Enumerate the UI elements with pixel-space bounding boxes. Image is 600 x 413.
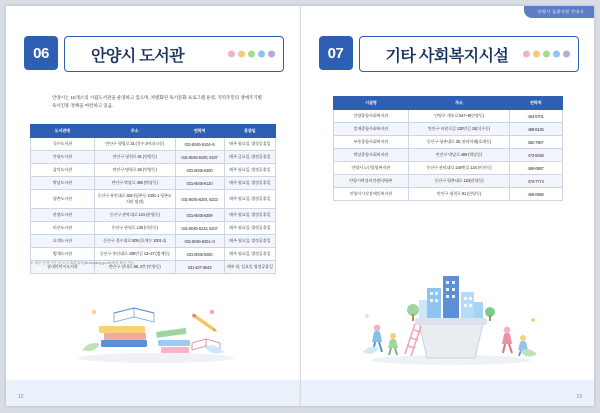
dot-2 (238, 51, 245, 58)
table-row (333, 110, 562, 123)
library-col-phone: 연락처 (175, 125, 224, 138)
welfare-cell-0: 박달종합사회복지관 (333, 149, 409, 162)
library-col-closed: 휴관일 (224, 125, 275, 138)
library-cell-2: 031-8045-6201~3 (175, 235, 224, 248)
welfare-cell-0: 안양시노인종합복지관 (333, 162, 409, 175)
left-illustration (6, 262, 300, 372)
welfare-cell-0: 부흥종합사회복지관 (333, 136, 409, 149)
library-cell-0: 삼덕도서관 (31, 164, 95, 177)
person-left-2 (388, 333, 398, 355)
dot-4 (258, 51, 265, 58)
library-cell-0: 장내어린이도서관 (31, 261, 95, 274)
table-row (31, 151, 276, 164)
library-cell-3: 매주 월요일, 법정공휴일 (224, 177, 275, 190)
table-row (31, 209, 276, 222)
library-cell-2: 031-8045-6300 (175, 164, 224, 177)
right-page (301, 6, 595, 406)
welfare-cell-0: 안양종합사회복지관 (333, 110, 409, 123)
library-cell-2: 031-8045-6243, 6237 (175, 222, 224, 235)
left-section-title: 안양시 도서관 (91, 47, 184, 65)
right-section-number: 07 (319, 36, 353, 70)
table-row (31, 248, 276, 261)
library-cell-3: 매주 월요일, 법정공휴일 (224, 222, 275, 235)
welfare-cell-1: 만안구 박달로 459 (박달동) (409, 149, 510, 162)
library-cell-3: 매주 월요일, 법정공휴일 (224, 248, 275, 261)
library-cell-1: 만안구 박달로 459 (박달동) (94, 177, 175, 190)
welfare-col-address: 주소 (409, 97, 510, 110)
table-row (31, 222, 276, 235)
welfare-cell-0: 안양시여성비전센터/평촌 (333, 175, 409, 188)
library-cell-0: 박달도서관 (31, 177, 95, 190)
welfare-table-header-row (333, 97, 562, 110)
left-footnote: ※ 세부 운영시간 및 도서 휴관일자(lib.anyang.go.kr)에서 확인 가능 (30, 261, 135, 265)
left-page-number: 12 (18, 394, 24, 400)
right-section-header (319, 36, 577, 70)
table-row (333, 162, 562, 175)
running-header: 안양시 돌봄지원 안내서 (524, 6, 594, 18)
library-cell-0: 평촌도서관 (31, 190, 95, 209)
right-bottom-band (301, 380, 595, 406)
library-col-name: 도서관명 (31, 125, 95, 138)
table-row (333, 149, 562, 162)
library-cell-2: 031-8045-6250 (175, 248, 224, 261)
table-row (333, 136, 562, 149)
dot-2 (533, 51, 540, 58)
dot-5 (563, 51, 570, 58)
table-row (31, 235, 276, 248)
library-cell-1: 만안구 장내로 66, 3층 (안양동) (94, 261, 175, 274)
library-cell-0: 안양도서관 (31, 151, 95, 164)
welfare-cell-2: 468-0966 (509, 188, 562, 201)
books-illustration-svg (6, 262, 300, 372)
library-cell-1: 만안구 냉천로 91 (안양동) (94, 151, 175, 164)
library-cell-3: 매주 월요일, 법정공휴일 (224, 190, 275, 209)
welfare-cell-2: 469-0957 (509, 162, 562, 175)
table-row (31, 138, 276, 151)
library-cell-2: 031-8045-6120 (175, 177, 224, 190)
library-cell-0: 비산도서관 (31, 222, 95, 235)
welfare-cell-1: 만안구 냉천로 91 (안양동) (409, 188, 510, 201)
library-cell-1: 동안구 관평로 138 (비산동) (94, 222, 175, 235)
right-page-number: 13 (576, 394, 582, 400)
table-row (31, 190, 276, 209)
welfare-cell-1: 안양구 개통로 547~9(안양동) (409, 110, 510, 123)
left-page (6, 6, 301, 406)
library-cell-3: 매주 월요일, 법정공휴일 (224, 235, 275, 248)
dot-5 (268, 51, 275, 58)
library-cell-3: 매주 월요일, 법정공휴일 (224, 209, 275, 222)
library-cell-3: 매주 월요일, 법정공휴일 (224, 164, 275, 177)
library-cell-1: 만안구 명학로 56 (안양동) (94, 164, 175, 177)
table-row (31, 177, 276, 190)
welfare-cell-2: 382-7957 (509, 136, 562, 149)
page-spread (6, 6, 594, 406)
right-section-title-box (359, 36, 579, 72)
table-row (31, 164, 276, 177)
dot-4 (553, 51, 560, 58)
library-cell-1: 만안구 행림로 31 (석수 3어파크동) (94, 138, 175, 151)
library-cell-2: 031-8045-6309 (175, 209, 224, 222)
left-decorative-dots (228, 51, 275, 58)
welfare-cell-2: 468-9135 (509, 123, 562, 136)
table-row (333, 188, 562, 201)
left-section-header (24, 36, 282, 70)
welfare-cell-2: 473-7774 (509, 175, 562, 188)
library-cell-1: 동안구 흥안대로 492 (평촌동 1001-1 평촌도서관 별관) (94, 190, 175, 209)
dot-3 (543, 51, 550, 58)
welfare-cell-0: 불재종합사회복지관 (333, 123, 409, 136)
welfare-cell-1: 동안구 평촌대로 36, 관악마해(호계동) (409, 136, 510, 149)
library-cell-0: 석수도서관 (31, 138, 95, 151)
library-cell-3: 매주 월요일, 법정공휴일 (224, 138, 275, 151)
welfare-col-name: 시설명 (333, 97, 409, 110)
library-table-header-row (31, 125, 276, 138)
left-bottom-band (6, 380, 300, 406)
library-col-address: 주소 (94, 125, 175, 138)
welfare-cell-0: 안양시시각장애인복지관 (333, 188, 409, 201)
library-cell-0: 호계도서관 (31, 235, 95, 248)
welfare-col-phone: 연락처 (509, 97, 562, 110)
right-decorative-dots (523, 51, 570, 58)
left-section-number: 06 (24, 36, 58, 70)
welfare-cell-1: 동안구 관악대로 148번길 134 (비산동) (409, 162, 510, 175)
library-cell-3: 매주 월, 일요일 법정공휴일 (224, 261, 275, 274)
library-cell-0: 관양도서관 (31, 209, 95, 222)
welfare-cell-1: 만안구 직원로길 130번길 18(석수동) (409, 123, 510, 136)
right-section-title: 기타 사회복지시설 (385, 47, 509, 65)
welfare-cell-1: 동안구 평촌대로 110(관양동) (409, 175, 510, 188)
right-illustration (301, 262, 595, 372)
library-cell-2: 031-8045-6104~5 (175, 138, 224, 151)
welfare-cell-2: 464-6701 (509, 110, 562, 123)
library-cell-2: 031-8045-6100, 6197 (175, 151, 224, 164)
library-cell-2: 031-8045-6204, 6223 (175, 190, 224, 209)
library-cell-1: 동안구 관악대로 124 (관양동) (94, 209, 175, 222)
library-cell-2: 031-427-3643 (175, 261, 224, 274)
library-cell-3: 매주 금요일, 법정공휴일 (224, 151, 275, 164)
library-table (30, 124, 276, 274)
dot-1 (228, 51, 235, 58)
left-section-title-box (64, 36, 284, 72)
welfare-cell-2: 473-5038 (509, 149, 562, 162)
left-intro-paragraph: 안양시는 10개소의 시립도서관을 운영하고 있으며, 차별화된 독서문화 프로그램 운영, 지역주민의 생애주기별 독서진흥 정책을 마련하고 있음. (52, 95, 262, 109)
welfare-facility-table (333, 96, 563, 201)
dot-3 (248, 51, 255, 58)
table-row (333, 123, 562, 136)
person-right (502, 327, 512, 353)
library-cell-0: 범계도서관 (31, 248, 95, 261)
community-illustration-svg (301, 262, 595, 372)
table-row (333, 175, 562, 188)
dot-1 (523, 51, 530, 58)
library-cell-1: 동안구 경수대로 609 (호계동 1001-1) (94, 235, 175, 248)
library-cell-1: 동안구 흥안대로 435번길 13~27 (범계동) (94, 248, 175, 261)
